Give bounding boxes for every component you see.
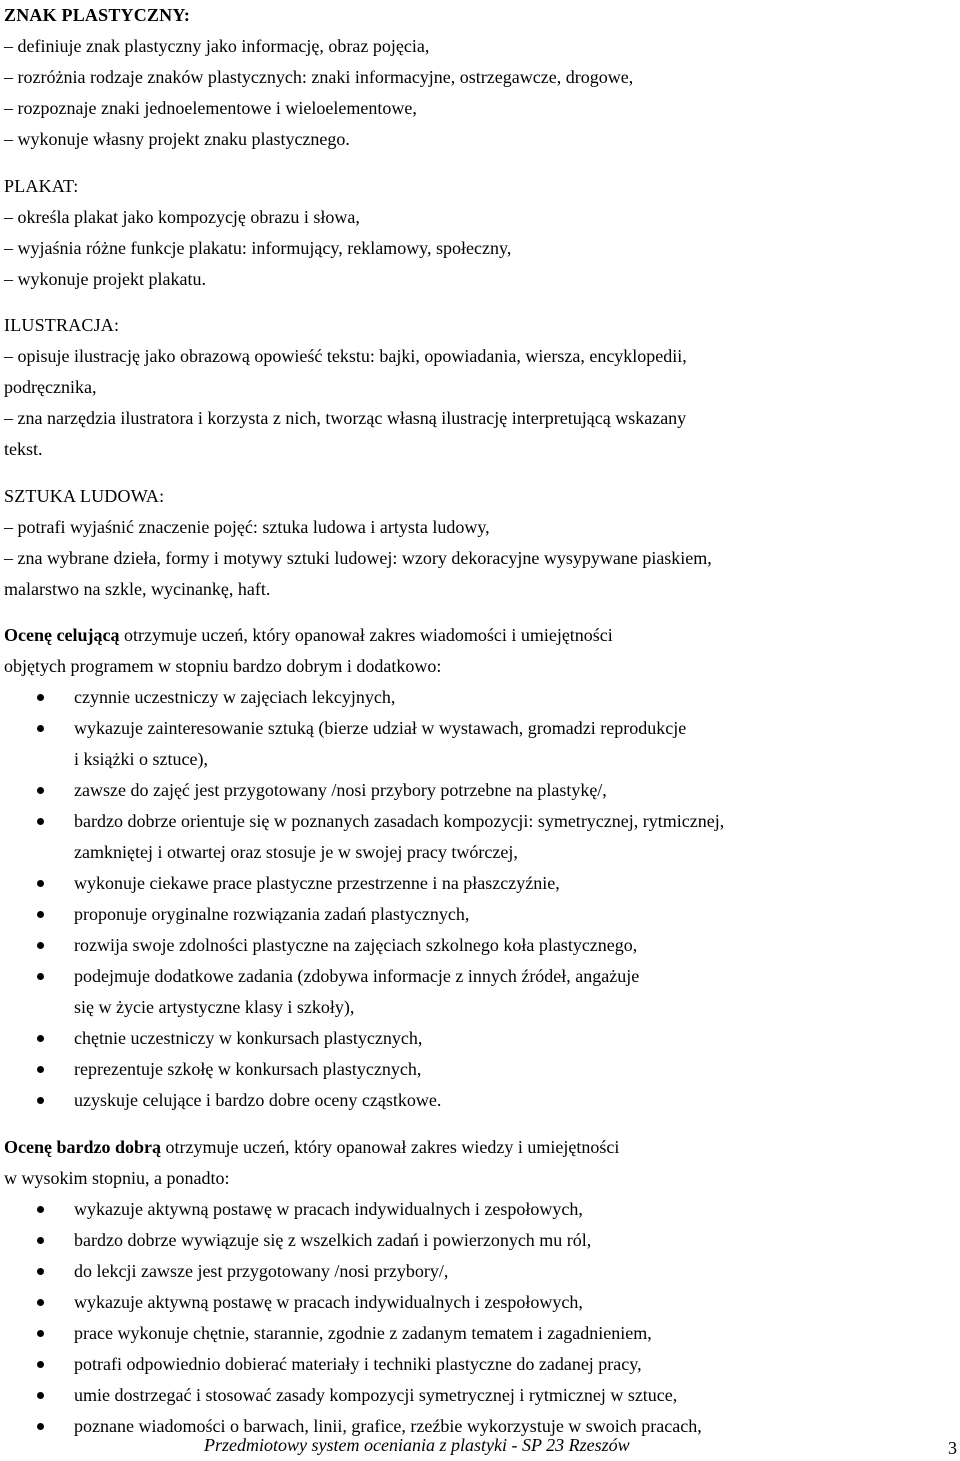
bullet-dot-icon xyxy=(37,1299,44,1306)
section-line: – opisuje ilustrację jako obrazową opowieść tekstu: bajki, opowiadania, wiersza, encyklopedii, xyxy=(4,346,687,366)
bullet-item xyxy=(4,961,954,992)
bullet-item xyxy=(4,868,954,899)
bullet-text: bardzo dobrze wywiązuje się z wszelkich zadań i powierzonych mu ról, xyxy=(74,1229,592,1250)
bullet-item xyxy=(4,682,954,713)
bullet-text: wykonuje ciekawe prace plastyczne przestrzenne i na płaszczyźnie, xyxy=(74,873,560,893)
bullet-text: umie dostrzegać i stosować zasady kompozycji symetrycznej i rytmicznej w sztuce, xyxy=(74,1384,678,1405)
section-line: – zna wybrane dzieła, formy i motywy sztuki ludowej: wzory dekoracyjne wysypywane piaskiem, xyxy=(4,547,712,568)
section-line: malarstwo na szkle, wycinankę, haft. xyxy=(4,578,271,599)
bullet-dot-icon xyxy=(37,818,44,825)
bullet-item xyxy=(4,899,954,930)
grade-intro-text: otrzymuje uczeń, który opanował zakres wiedzy i umiejętności xyxy=(161,1136,620,1157)
grade-intro xyxy=(4,1132,954,1163)
bullet-text: wykazuje aktywną postawę w pracach indywidualnych i zespołowych, xyxy=(74,1198,583,1219)
bullet-text: do lekcji zawsze jest przygotowany /nosi przybory/, xyxy=(74,1260,449,1281)
section-title: ZNAK PLASTYCZNY: xyxy=(4,5,191,25)
bullet-dot-icon xyxy=(37,1361,44,1368)
section-line: – wykonuje własny projekt znaku plastycznego. xyxy=(4,129,350,149)
bullet-dot-icon xyxy=(37,1423,44,1430)
section-line: – określa plakat jako kompozycję obrazu i słowa, xyxy=(4,206,360,227)
bullet-item xyxy=(4,713,954,744)
bullet-dot-icon xyxy=(37,1206,44,1213)
section-line: – potrafi wyjaśnić znaczenie pojęć: sztuka ludowa i artysta ludowy, xyxy=(4,516,490,537)
bullet-dot-icon xyxy=(37,911,44,918)
grade-intro-text: otrzymuje uczeń, który opanował zakres wiadomości i umiejętności xyxy=(119,625,613,645)
bullet-text: czynnie uczestniczy w zajęciach lekcyjnych, xyxy=(74,687,396,707)
page-number: 3 xyxy=(948,1438,957,1458)
bullet-dot-icon xyxy=(37,1066,44,1073)
bullet-item xyxy=(4,1085,954,1116)
section-line: – rozpoznaje znaki jednoelementowe i wieloelementowe, xyxy=(4,98,417,118)
bullet-item xyxy=(4,1287,954,1318)
section-line: – wykonuje projekt plakatu. xyxy=(4,268,206,289)
bullet-item xyxy=(4,1023,954,1054)
bullet-text: chętnie uczestniczy w konkursach plastycznych, xyxy=(74,1028,423,1048)
bullet-item xyxy=(4,1349,954,1380)
bullet-dot-icon xyxy=(37,1097,44,1104)
bullet-dot-icon xyxy=(37,973,44,980)
grade-name: Ocenę bardzo dobrą xyxy=(4,1136,161,1157)
paragraph-gap xyxy=(4,155,954,171)
bullet-dot-icon xyxy=(37,1035,44,1042)
bullet-item xyxy=(4,930,954,961)
bullet-text: potrafi odpowiednio dobierać materiały i techniki plastyczne do zadanej pracy, xyxy=(74,1353,642,1374)
bullet-item xyxy=(4,1054,954,1085)
bullet-text: proponuje oryginalne rozwiązania zadań plastycznych, xyxy=(74,904,470,924)
section-title: SZTUKA LUDOWA: xyxy=(4,485,165,506)
bullet-text: zawsze do zajęć jest przygotowany /nosi przybory potrzebne na plastykę/, xyxy=(74,780,607,800)
grade-intro xyxy=(4,620,954,651)
bullet-dot-icon xyxy=(37,1392,44,1399)
section-line: tekst. xyxy=(4,439,43,459)
bullet-dot-icon xyxy=(37,694,44,701)
bullet-dot-icon xyxy=(37,1268,44,1275)
bullet-dot-icon xyxy=(37,942,44,949)
bullet-item xyxy=(4,1194,954,1225)
bullet-item xyxy=(4,1318,954,1349)
bullet-dot-icon xyxy=(37,1237,44,1244)
bullet-dot-icon xyxy=(37,725,44,732)
bullet-item xyxy=(4,1256,954,1287)
bullet-continuation: się w życie artystyczne klasy i szkoły), xyxy=(74,997,355,1017)
bullet-text: podejmuje dodatkowe zadania (zdobywa informacje z innych źródeł, angażuje xyxy=(74,966,640,986)
paragraph-gap xyxy=(4,1116,954,1132)
bullet-item xyxy=(4,775,954,806)
section-line: – wyjaśnia różne funkcje plakatu: informujący, reklamowy, społeczny, xyxy=(4,237,512,258)
bullet-dot-icon xyxy=(37,1330,44,1337)
bullet-dot-icon xyxy=(37,880,44,887)
bullet-text: wykazuje zainteresowanie sztuką (bierze udział w wystawach, gromadzi reprodukcje xyxy=(74,718,687,738)
bullet-text: reprezentuje szkołę w konkursach plastycznych, xyxy=(74,1059,422,1079)
bullet-text: wykazuje aktywną postawę w pracach indywidualnych i zespołowych, xyxy=(74,1291,583,1312)
paragraph-gap xyxy=(4,295,954,311)
section-line: – definiuje znak plastyczny jako informację, obraz pojęcia, xyxy=(4,36,430,56)
grade-intro-line2: objętych programem w stopniu bardzo dobrym i dodatkowo: xyxy=(4,656,442,676)
page-footer: Przedmiotowy system oceniania z plastyki - SP 23 Rzeszów xyxy=(204,1435,630,1455)
bullet-text: uzyskuje celujące i bardzo dobre oceny cząstkowe. xyxy=(74,1090,442,1110)
section-title: ILUSTRACJA: xyxy=(4,315,120,335)
bullet-text: bardzo dobrze orientuje się w poznanych zasadach kompozycji: symetrycznej, rytmicznej, xyxy=(74,811,725,831)
section-line: – zna narzędzia ilustratora i korzysta z nich, tworząc własną ilustrację interpretującą wskazany xyxy=(4,408,687,428)
bullet-text: poznane wiadomości o barwach, linii, grafice, rzeźbie wykorzystuje w swoich pracach, xyxy=(74,1415,702,1436)
section-line: – rozróżnia rodzaje znaków plastycznych: znaki informacyjne, ostrzegawcze, drogowe, xyxy=(4,67,634,87)
section-title: PLAKAT: xyxy=(4,175,79,196)
bullet-continuation: i książki o sztuce), xyxy=(74,749,208,769)
grade-name: Ocenę celującą xyxy=(4,625,120,645)
bullet-text: rozwija swoje zdolności plastyczne na zajęciach szkolnego koła plastycznego, xyxy=(74,935,638,955)
section-line: podręcznika, xyxy=(4,377,97,397)
bullet-item xyxy=(4,1380,954,1411)
bullet-dot-icon xyxy=(37,787,44,794)
paragraph-gap xyxy=(4,465,954,481)
bullet-item xyxy=(4,1225,954,1256)
document-body xyxy=(4,0,954,1442)
grade-intro-line2: w wysokim stopniu, a ponadto: xyxy=(4,1167,230,1188)
bullet-item xyxy=(4,806,954,837)
bullet-text: prace wykonuje chętnie, starannie, zgodnie z zadanym tematem i zagadnieniem, xyxy=(74,1322,652,1343)
bullet-continuation: zamkniętej i otwartej oraz stosuje je w swojej pracy twórczej, xyxy=(74,842,518,862)
paragraph-gap xyxy=(4,605,954,621)
